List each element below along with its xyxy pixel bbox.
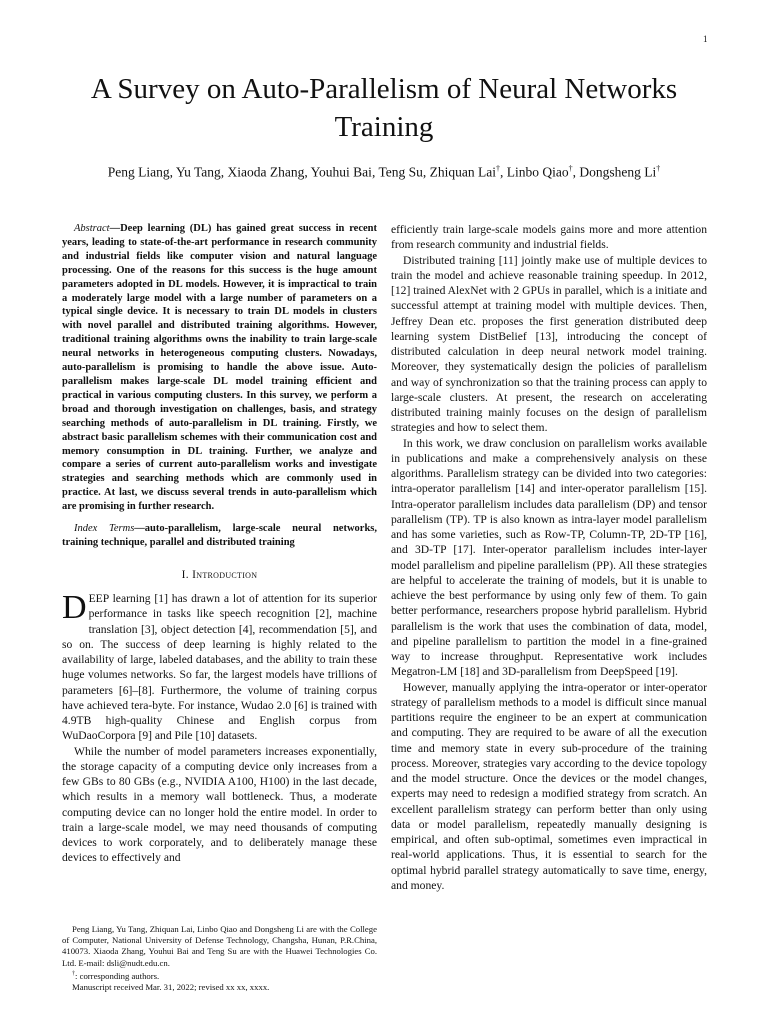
author-name: Linbo Qiao [506,164,569,180]
intro-paragraph: In this work, we draw conclusion on parallelism works available in publications and make a comprehensively analysis on these algorithms. Parallelism strategy can be divided into two categories: intra-operator parallelism [14] and inter-operator parallelism [15]. Intra-operator parallelism includes data parallelism (DP) and tensor parallelism (TP). TP is also known as intra-layer model parallelism and has some varieties, such as Row-TP, Column-TP, 2D-TP [16], and 3D-TP [17]. Inter-operator parallelism includes inter-layer model parallelism and pipeline parallelism (PP). All these strategies are helpful to accelerate the training of models, but it is unable to achieve the best performance by using only few of them. To gain better performance, researchers propose hybrid parallelism. Hybrid parallelism is the work that uses the combination of data, model, and pipeline parallelism to partition the model in a fine-grained way to increase throughput. Representative work includes Megatron-LM [18] and 3D-parallelism from DeepSpeed [19]. [391,436,707,679]
corresponding-author-mark: † [496,164,500,173]
corresponding-author-mark: † [656,164,661,173]
paper-title: A Survey on Auto-Parallelism of Neural Networks Training [90,73,678,143]
page-number: 1 [703,34,708,44]
abstract-label: Abstract [74,223,110,234]
corresponding-author-mark: † [568,164,573,173]
intro-paragraph-continued: efficiently train large-scale models gains more and more attention from research community and industrial fields. [391,223,707,252]
dagger-mark: † [72,970,75,977]
index-terms [62,522,377,550]
intro-paragraph-text: EEP learning [1] has drawn a lot of attention for its superior performance in tasks like speech recognition [2], machine translation [3], object detection [4], recommendation [5], and so on. The success of deep learning is highly related to the availability of large, labeled databases, and the ability to train these huge volumes networks. So far, the largest models have trillions of parameters [6]–[8]. Furthermore, the volume of training corpus have achieved tera-byte. For instance, Wudao 2.0 [6] is trained with 4.9TB high-quality Chinese and English corpus from WuDaoCorpora [9] and Pile [10] datasets. [62,592,377,743]
footnote-corresponding [62,969,377,982]
footnote [62,924,377,993]
author-name: Teng Su [378,164,423,180]
abstract-text: —Deep learning (DL) has gained great success in recent years, leading to state-of-the-art performance in research community and industrial fields like computer vision and natural language processing. One of the reasons for this success is the huge amount parameters adopted in DL models. However, it is impractical to train a moderately large model with a large number of parameters on a typical single device. It is necessary to train DL models in clusters with novel parallel and distributed training algorithms. However, traditional training algorithms owns the inability to train large-scale neural networks in heterogeneous computing clusters. Nowadays, auto-parallelism is promising to handle the above issue. Auto-parallelism makes large-scale DL model training efficient and practical in various computing clusters. In this survey, we perform a broad and thorough investigation on challenges, basis, and strategy searching methods of auto-parallelism in DL training. Firstly, we abstract basic parallelism schemes with their communication cost and memory consumption in DL training. Further, we analyze and compare a series of current auto-parallelism works and investigate strategies and searching methods which are commonly used in practice. At last, we discuss several trends in auto-parallelism which are promising in further research. [62,223,377,513]
author-name: Zhiquan Lai [429,164,496,180]
intro-paragraph: While the number of model parameters increases exponentially, the storage capacity of a computing device only increases from a few GBs to 80 GBs (e.g., NVIDIA A100, H100) in the last decade, which results in a memory wall bottleneck. Thus, a moderate computing device can no longer hold the entire model. In order to train a large-scale model, we may need thousands of computing devices to work corporately, and to deliberately manage these devices to effectively and [62,744,377,865]
author-name: Yu Tang [175,164,221,180]
abstract [62,222,377,514]
footnote-corresponding-text: : corresponding authors. [75,970,160,981]
author-name: Dongsheng Li [579,164,657,180]
left-column [62,222,377,866]
author-list: Peng Liang, Yu Tang, Xiaoda Zhang, Youhui Bai, Teng Su, Zhiquan Lai†, Linbo Qiao†, Dongsheng Li† [107,164,661,180]
footnote-manuscript: Manuscript received Mar. 31, 2022; revised xx xx, xxxx. [72,981,270,992]
intro-paragraph: However, manually applying the intra-operator or inter-operator strategy of parallelism methods to a model is difficult since manual partitions require the engineer to be an expert at communication and computing. They are required to be aware of all the execution time and memory state in every sub-procedure of the training process. Moreover, strategies vary according to the device topology and the model structure. Once the devices or the model changes, experts may need to redesign a modified strategy from scratch. An excellent parallelism strategy can perform better than only using data or model parallelism, repeatedly manually designing is empirical, and often sub-optimal, sometimes even impractical in real-world applications. Thus, it is essential to search for the optimal hybrid parallel strategy automatically to save time, energy, and money. [391,680,707,892]
right-column [391,222,707,893]
author-name: Youhui Bai [310,164,372,180]
dropcap-letter: D [62,589,87,627]
index-terms-text: —auto-parallelism, large-scale neural networks, training technique, parallel and distributed training [62,523,377,548]
index-terms-label: Index Terms [74,523,135,535]
footnote-affiliation: Peng Liang, Yu Tang, Zhiquan Lai, Linbo Qiao and Dongsheng Li are with the College of Computer, National University of Defense Technology, Changsha, Hunan, P.R.China, 410073. Xiaoda Zhang, Youhui Bai and Teng Su are with the Huawei Technologies Co. Ltd. E-mail: dsli@nudt.edu.cn. [62,924,377,968]
intro-paragraph [62,591,377,744]
author-name: Peng Liang [107,164,170,180]
section-heading: I. Introduction [181,568,258,581]
intro-paragraph: Distributed training [11] jointly make use of multiple devices to train the model and achieve reasonable training speedup. In 2012, [12] trained AlexNet with 2 GPUs in parallel, which is a initiate and successful attempt at training model with multiple devices. Then, Jeffrey Dean etc. proposes the first generation distributed deep learning system DistBelief [13], introducing the concept of distributed calculation in deep neural network model training. Moreover, they systematically design the policies of parallelism and way of synchronization so that the training process can apply to large-scale clusters. At present, the research on accelerating distributed training mainly focuses on the design of parallelism strategies and how to select them. [391,253,707,435]
author-name: Xiaoda Zhang [227,164,305,180]
